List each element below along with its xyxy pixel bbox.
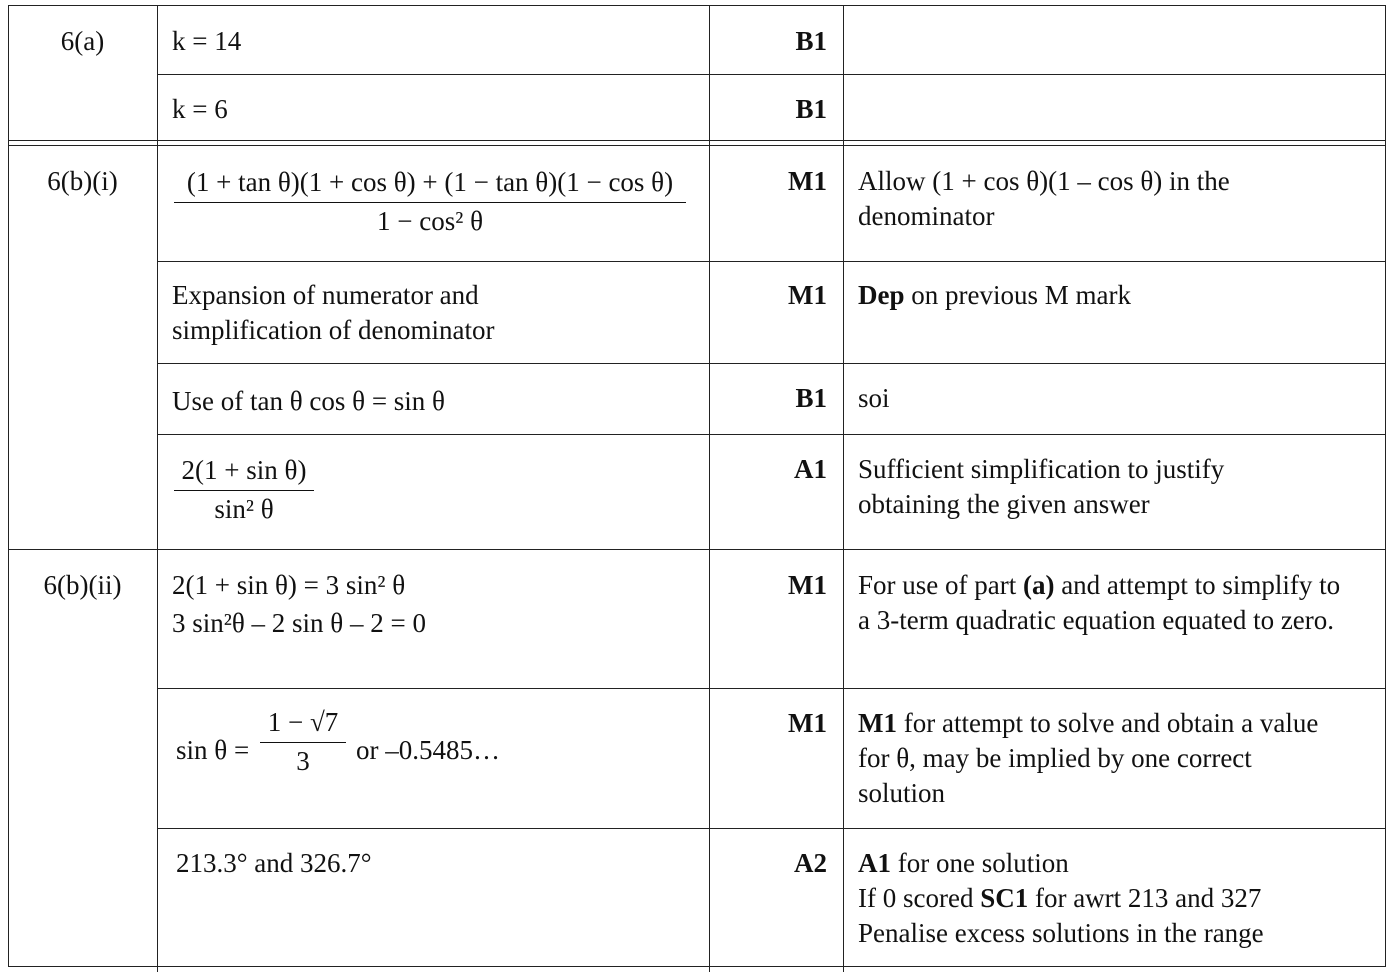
guidance-bold: M1 [858, 708, 897, 738]
fraction-answer [174, 166, 686, 237]
fraction-numerator: 2(1 + sin θ) [174, 454, 314, 491]
guidance-bold: A1 [858, 848, 891, 878]
guidance-line [858, 881, 1264, 916]
rule [8, 966, 1386, 967]
rule [157, 5, 158, 972]
answer-rhs: or –0.5485… [356, 735, 500, 765]
guidance-text: for one solution [897, 848, 1069, 878]
rule [8, 5, 9, 967]
guidance-text: If 0 scored [858, 883, 974, 913]
guidance-bold: SC1 [980, 883, 1029, 913]
question-number: 6(b)(ii) [43, 570, 122, 600]
fraction-numerator: (1 + tan θ)(1 + cos θ) + (1 − tan θ)(1 − cos θ) [174, 166, 686, 203]
rule [8, 5, 1386, 6]
mark-cell: B1 [795, 94, 827, 124]
rule [157, 74, 1386, 75]
guidance-cell [858, 278, 1131, 313]
mark-cell: B1 [795, 383, 827, 413]
answer-lhs: sin θ = [176, 735, 250, 765]
guidance-line [858, 846, 1264, 881]
fraction-denominator: sin² θ [214, 494, 274, 524]
rule [157, 688, 1386, 689]
guidance-bold: Dep [858, 280, 905, 310]
guidance-cell: soi [858, 383, 890, 413]
guidance-text: for awrt 213 and 327 [1034, 883, 1262, 913]
answer-text: k = 6 [172, 94, 228, 124]
answer-cell [172, 92, 228, 127]
fraction-answer [174, 454, 314, 525]
guidance-cell [858, 706, 1328, 811]
rule [843, 5, 844, 972]
rule [157, 261, 1386, 262]
answer-line: 3 sin²θ – 2 sin θ – 2 = 0 [172, 608, 426, 638]
answer-text: k = 14 [172, 26, 242, 56]
guidance-text: For use of part (a) and attempt to simplify to a 3-term quadratic equation equated to zero. [858, 570, 1341, 635]
fraction-denominator: 1 − cos² θ [377, 206, 483, 236]
rule [8, 145, 1386, 146]
question-number: 6(b)(i) [47, 166, 118, 196]
answer-cell [172, 24, 241, 59]
question-number: 6(a) [60, 26, 105, 56]
fraction-denominator: 3 [296, 746, 310, 776]
guidance-cell [858, 846, 1264, 951]
rule [709, 5, 710, 972]
answer-cell [172, 568, 426, 641]
answer-cell: Use of tan θ cos θ = sin θ [172, 386, 445, 416]
guidance-cell: Allow (1 + cos θ)(1 – cos θ) in the denominator [858, 166, 1230, 231]
rule [157, 363, 1386, 364]
rule [157, 434, 1386, 435]
guidance-cell: Sufficient simplification to justify obtaining the given answer [858, 454, 1225, 519]
mark-cell: A1 [794, 454, 827, 484]
mark-cell: M1 [788, 708, 827, 738]
rule [8, 140, 1386, 141]
guidance-line: Penalise excess solutions in the range [858, 918, 1264, 948]
guidance-cell [858, 568, 1348, 638]
mark-cell: M1 [788, 570, 827, 600]
answer-cell: 213.3° and 326.7° [176, 848, 372, 878]
fraction-numerator: 1 − √7 [260, 706, 346, 743]
answer-line: 2(1 + sin θ) = 3 sin² θ [172, 570, 406, 600]
mark-cell: A2 [794, 848, 827, 878]
answer-cell: Expansion of numerator and simplification of denominator [172, 280, 495, 345]
mark-cell: M1 [788, 166, 827, 196]
guidance-text: for attempt to solve and obtain a value for θ, may be implied by one correct solution [858, 708, 1319, 808]
rule [157, 828, 1386, 829]
guidance-text: on previous M mark [911, 280, 1131, 310]
mark-cell: M1 [788, 280, 827, 310]
rule [8, 549, 1386, 550]
fraction-answer [260, 706, 346, 777]
mark-cell: B1 [795, 26, 827, 56]
